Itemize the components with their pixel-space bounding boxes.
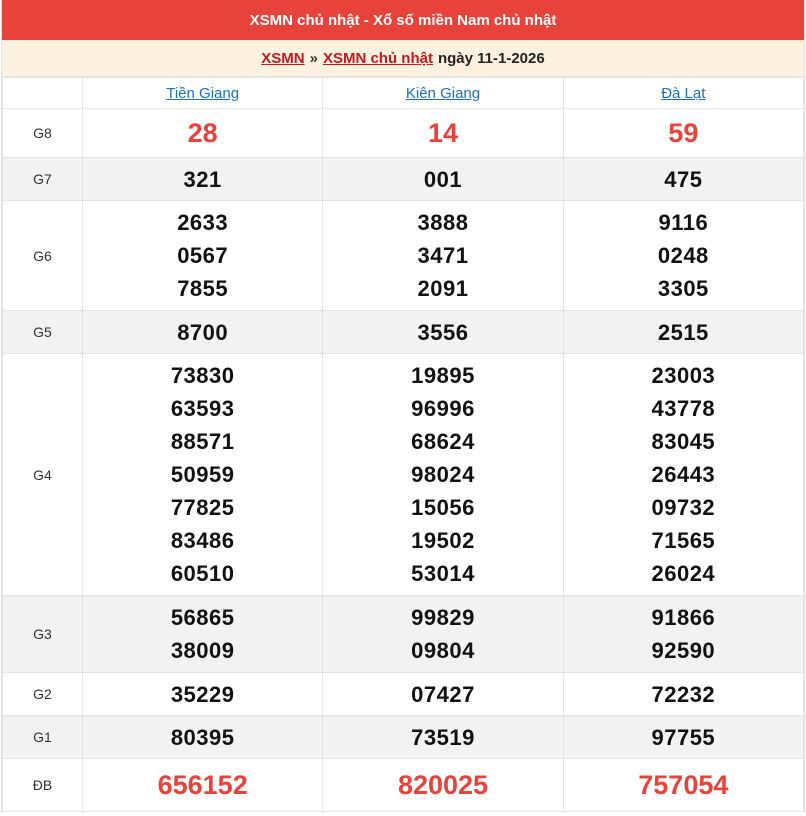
prize-number: 23003 [651,362,716,388]
prize-cell [563,354,803,596]
prize-number: 2091 [417,275,469,301]
prize-number: 73830 [170,362,235,388]
prize-number: 3305 [657,275,709,301]
prize-cell [563,673,803,716]
prize-label: G8 [3,109,83,158]
prize-cell [83,311,323,354]
prize-number: 9116 [658,209,709,235]
prize-number: 72232 [651,681,716,707]
prize-number: 14 [427,118,459,148]
corner-cell [3,78,83,109]
prize-number: 59 [668,118,699,148]
prize-cell [563,109,803,158]
prize-number: 28 [187,118,218,148]
prize-row-g2 [3,673,804,716]
prize-cell [563,201,803,311]
prize-number: 98024 [411,461,475,487]
results-table [2,77,804,812]
prize-number: 3471 [417,242,469,268]
prize-cell [563,596,803,673]
prize-number: 15056 [411,494,475,520]
prize-number: 19895 [411,362,475,388]
prize-cell [563,158,803,201]
prize-row-g7 [3,158,804,201]
prize-cell [83,596,323,673]
prize-label: G7 [3,158,83,201]
prize-cell [83,158,323,201]
prize-cell [323,673,563,716]
breadcrumb-link-xsmn[interactable]: XSMN [261,49,305,67]
prize-number: 56865 [170,604,235,630]
prize-row-g8 [3,109,804,158]
breadcrumb-link-xsmn-sunday[interactable]: XSMN chủ nhật [322,49,433,67]
prize-number: 09732 [651,494,716,520]
prize-row-db [3,759,804,812]
prize-number: 88571 [170,428,235,454]
prize-cell [563,759,803,812]
prize-number: 53014 [411,560,475,586]
prize-cell [83,109,323,158]
prize-number: 07427 [411,681,475,707]
prize-cell [83,716,323,759]
prize-number: 73519 [411,724,475,750]
prize-number: 8700 [177,319,229,345]
province-link-da-lat[interactable]: Đà Lạt [661,84,706,102]
prize-number: 92590 [651,637,716,663]
prize-number: 83045 [651,428,716,454]
prize-row-g6 [3,201,804,311]
province-header-row [3,78,804,109]
prize-number: 2633 [177,209,229,235]
prize-number: 820025 [397,770,489,800]
prize-cell [563,311,803,354]
prize-cell [323,759,563,812]
prize-cell [83,759,323,812]
prize-cell [323,354,563,596]
prize-cell [83,354,323,596]
prize-number: 43778 [651,395,716,421]
prize-number: 0567 [177,242,229,268]
prize-number: 19502 [411,527,475,553]
prize-label: G1 [3,716,83,759]
prize-number: 35229 [170,681,235,707]
results-panel [1,0,805,812]
prize-number: 99829 [411,604,475,630]
prize-cell [323,596,563,673]
prize-number: 2515 [657,319,709,345]
prize-number: 38009 [170,637,235,663]
prize-number: 321 [183,166,222,192]
prize-label: G6 [3,201,83,311]
prize-number: 757054 [638,770,729,800]
prize-label: G3 [3,596,83,673]
prize-cell [83,201,323,311]
breadcrumb-date: ngày 11-1-2026 [437,49,545,67]
prize-number: 475 [664,166,703,192]
prize-number: 97755 [651,724,716,750]
prize-row-g5 [3,311,804,354]
prize-cell [323,201,563,311]
prize-label: G4 [3,354,83,596]
prize-number: 96996 [411,395,475,421]
prize-number: 7855 [177,275,229,301]
prize-number: 68624 [411,428,475,454]
prize-number: 26024 [651,560,716,586]
province-link-tien-giang[interactable]: Tiền Giang [166,84,240,102]
prize-number: 26443 [651,461,716,487]
prize-row-g4 [3,354,804,596]
prize-row-g3 [3,596,804,673]
prize-number: 83486 [170,527,235,553]
prize-number: 001 [423,166,463,192]
prize-cell [323,158,563,201]
prize-cell [83,673,323,716]
prize-label: G5 [3,311,83,354]
prize-cell [323,109,563,158]
page-title: XSMN chủ nhật - Xổ số miền Nam chủ nhật [2,0,804,40]
prize-label: G2 [3,673,83,716]
prize-number: 3888 [417,209,469,235]
prize-cell [323,311,563,354]
prize-number: 63593 [170,395,235,421]
prize-number: 0248 [657,242,709,268]
prize-number: 91866 [651,604,716,630]
prize-number: 77825 [170,494,235,520]
prize-cell [323,716,563,759]
province-link-kien-giang[interactable]: Kiên Giang [405,84,481,102]
prize-number: 71565 [651,527,716,553]
prize-number: 80395 [170,724,235,750]
breadcrumb [2,40,804,77]
prize-number: 60510 [170,560,235,586]
prize-number: 09804 [411,637,475,663]
prize-label: ĐB [3,759,83,812]
prize-cell [563,716,803,759]
prize-number: 656152 [157,770,248,800]
prize-number: 50959 [170,461,235,487]
breadcrumb-separator: » [309,49,318,67]
prize-row-g1 [3,716,804,759]
prize-number: 3556 [417,319,469,345]
